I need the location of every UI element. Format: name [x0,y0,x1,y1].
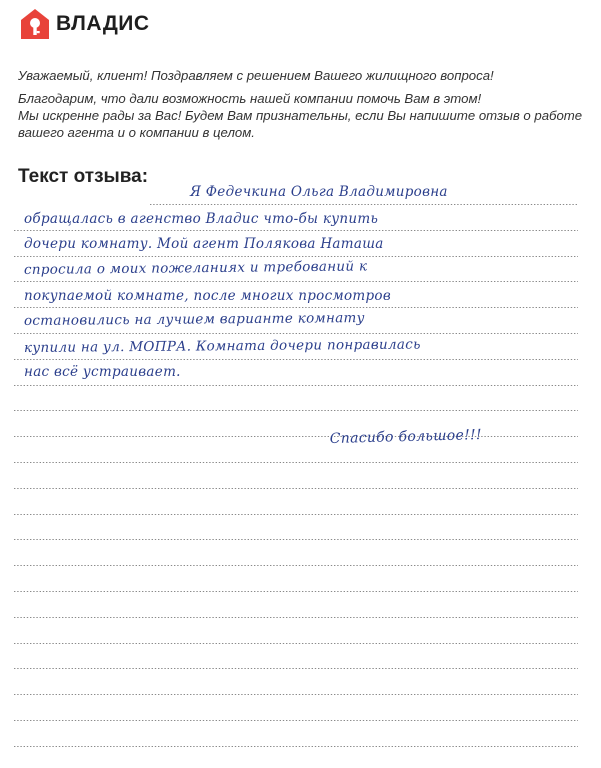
handwritten-line: нас всё устраивает. [24,364,181,380]
intro-line: вашего агента и о компании в целом. [18,125,255,140]
handwritten-line: дочери комнату. Мой агент Полякова Наташа [24,236,384,252]
logo-text: ВЛАДИС [56,12,150,35]
handwritten-line: Я Федечкина Ольга Владимировна [190,184,448,200]
handwritten-line: обращалась в агенство Владис что-бы купить [24,211,379,227]
greeting-line: Уважаемый, клиент! Поздравляем с решением Вашего жилищного вопроса! [18,68,494,83]
handwritten-line: остановились на лучшем варианте комнату [23,310,365,329]
review-heading: Текст отзыва: [18,166,149,187]
handwritten-line: купили на ул. МОПРА. Комната дочери понравилась [23,336,421,356]
intro-line: Мы искренне рады за Вас! Будем Вам признательны, если Вы напишите отзыв о работе [18,108,583,123]
handwritten-signature: Спасибо большое!!! [329,427,483,447]
handwritten-line: спросила о моих пожеланиях и требований к [23,258,368,278]
intro-line: Благодарим, что дали возможность нашей компании помочь Вам в этом! [18,91,482,106]
handwritten-line: покупаемой комнате, после многих просмотров [24,288,392,304]
